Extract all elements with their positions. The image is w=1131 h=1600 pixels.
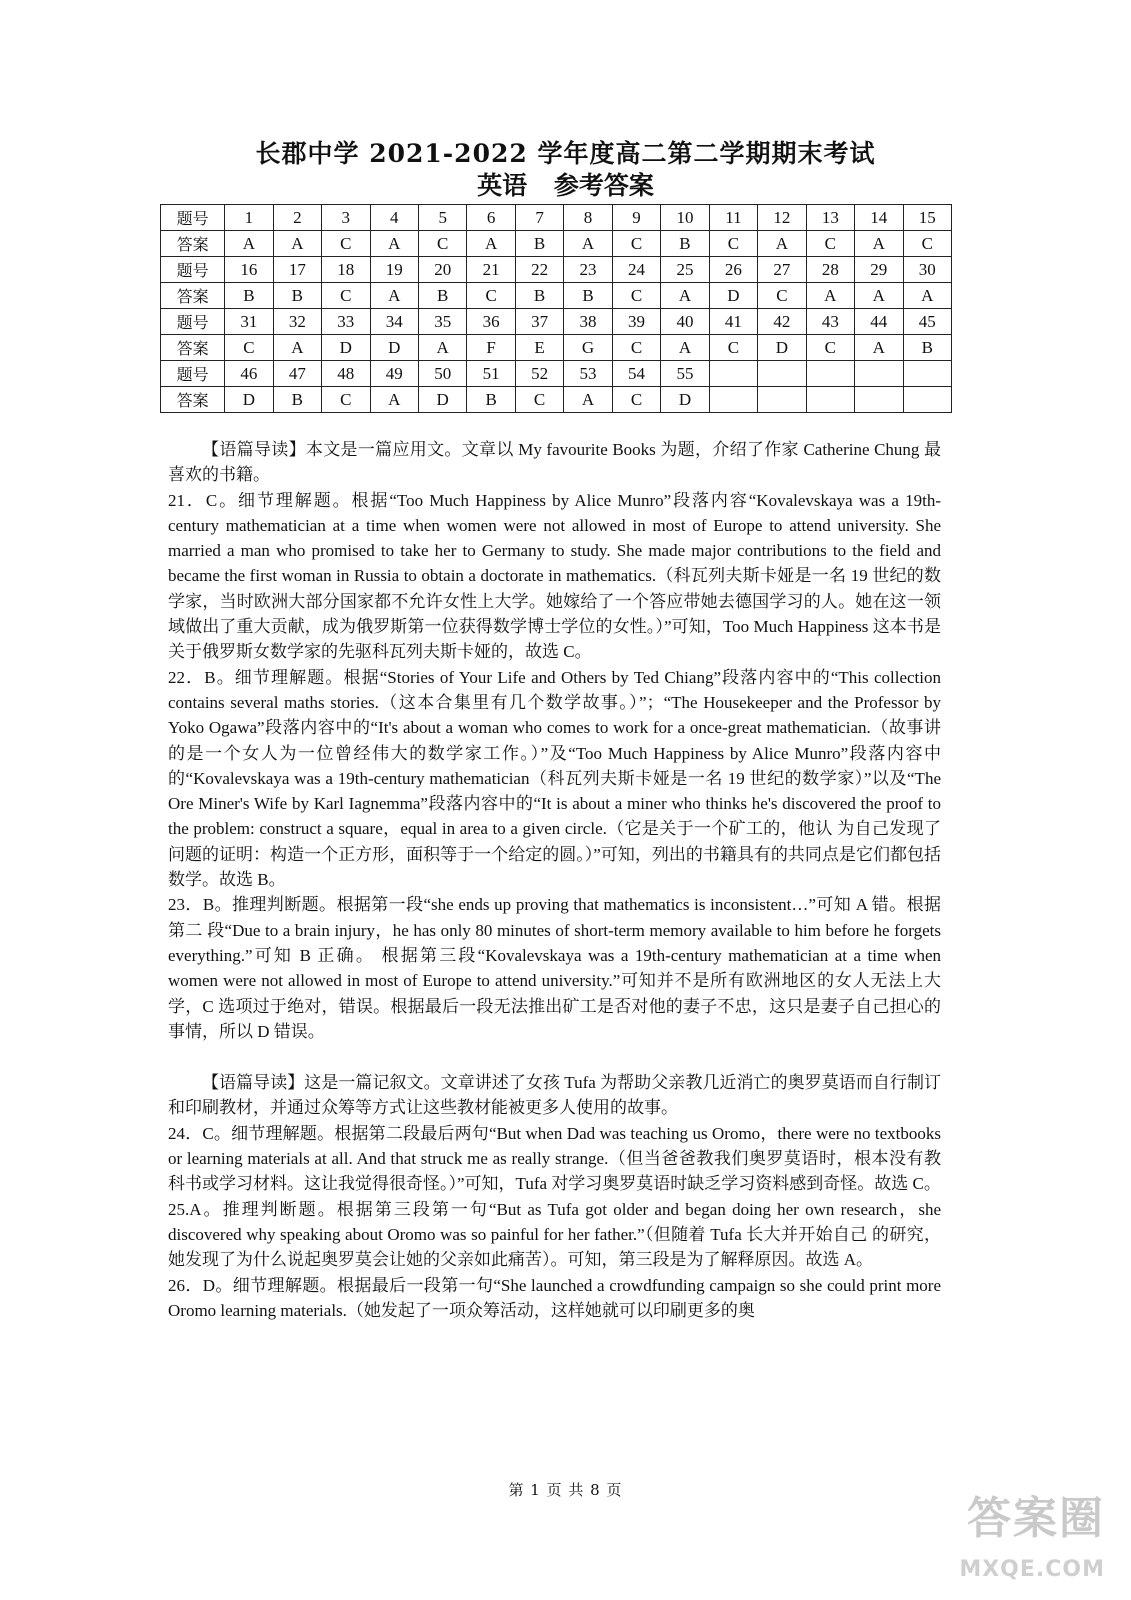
table-cell: 2	[273, 205, 321, 231]
table-cell: B	[564, 283, 612, 309]
row-label: 题号	[161, 205, 225, 231]
table-cell	[806, 387, 854, 413]
table-cell: 7	[515, 205, 563, 231]
table-cell	[806, 361, 854, 387]
table-cell: 10	[661, 205, 709, 231]
table-cell: B	[225, 283, 273, 309]
table-cell: 13	[806, 205, 854, 231]
table-cell: D	[661, 387, 709, 413]
table-cell: 4	[370, 205, 418, 231]
table-cell: 25	[661, 257, 709, 283]
table-cell: 40	[661, 309, 709, 335]
table-cell: 26	[709, 257, 757, 283]
table-cell: 44	[855, 309, 903, 335]
row-label: 答案	[161, 387, 225, 413]
table-cell: A	[467, 231, 515, 257]
table-cell: C	[612, 335, 660, 361]
table-cell: 53	[564, 361, 612, 387]
answer-explanation: 22．B。细节理解题。根据“Stories of Your Life and Others by Ted Chiang”段落内容中的“This collection contains several maths stories.（这本合集里有几个数学故事。）”；“The Housekeeper and the Professor by Yoko Ogawa”段落内容中的“It's about a woman who comes to work for a once-great mathematician.（故事讲的是一个女人为一位曾经伟大的数学家工作。）”及“Too Much Happiness by Alice Munro”段落内容中的“Kovalevskaya was a 19th-century mathematician（科瓦列夫斯卡娅是一名 19 世纪的数学家）”以及“The Ore Miner's Wife by Karl Iagnemma”段落内容中的“It is about a miner who thinks he's discovered the proof to the problem: construct a square，equal in area to a given circle.（它是关于一个矿工的，他认 为自己发现了问题的证明：构造一个正方形，面积等于一个给定的圆。）”可知，列出的书籍具有的共同点是它们都包括数学。故选 B。	[168, 667, 941, 890]
table-cell: C	[467, 283, 515, 309]
table-cell: A	[273, 231, 321, 257]
table-cell: C	[322, 387, 370, 413]
table-cell: B	[661, 231, 709, 257]
table-cell: B	[515, 283, 563, 309]
table-cell	[758, 387, 806, 413]
table-cell: 22	[515, 257, 563, 283]
table-cell: A	[661, 283, 709, 309]
table-cell: A	[855, 335, 903, 361]
table-cell: 48	[322, 361, 370, 387]
table-cell: C	[612, 387, 660, 413]
table-cell: B	[273, 387, 321, 413]
table-cell: 55	[661, 361, 709, 387]
table-row	[161, 309, 952, 335]
table-cell: A	[855, 231, 903, 257]
table-cell: 17	[273, 257, 321, 283]
row-label: 答案	[161, 231, 225, 257]
table-row	[161, 205, 952, 231]
table-cell: B	[418, 283, 466, 309]
table-cell	[903, 387, 952, 413]
explanation-text	[168, 437, 941, 1323]
table-cell: 9	[612, 205, 660, 231]
table-cell: 8	[564, 205, 612, 231]
table-row	[161, 387, 952, 413]
table-cell: C	[225, 335, 273, 361]
table-cell	[903, 361, 952, 387]
passage-intro: 【语篇导读】本文是一篇应用文。文章以 My favourite Books 为题，介绍了作家 Catherine Chung 最喜欢的书籍。	[168, 440, 941, 485]
table-cell: 19	[370, 257, 418, 283]
table-cell: 14	[855, 205, 903, 231]
table-cell: 18	[322, 257, 370, 283]
table-cell: C	[806, 335, 854, 361]
table-cell: 52	[515, 361, 563, 387]
table-cell: 29	[855, 257, 903, 283]
table-cell	[709, 361, 757, 387]
table-cell: 38	[564, 309, 612, 335]
table-cell: C	[758, 283, 806, 309]
table-cell: C	[612, 283, 660, 309]
table-cell: 15	[903, 205, 952, 231]
table-cell: A	[370, 231, 418, 257]
table-cell: G	[564, 335, 612, 361]
table-cell: C	[709, 335, 757, 361]
table-cell	[855, 387, 903, 413]
table-cell: C	[322, 231, 370, 257]
table-cell: 20	[418, 257, 466, 283]
table-row	[161, 257, 952, 283]
table-row	[161, 283, 952, 309]
table-cell: 16	[225, 257, 273, 283]
table-cell: 50	[418, 361, 466, 387]
page-title: 长郡中学 2021-2022 学年度高二第二学期期末考试	[255, 139, 876, 168]
table-cell: 39	[612, 309, 660, 335]
page-footer: 第 1 页 共 8 页	[508, 1481, 623, 1499]
table-cell: 24	[612, 257, 660, 283]
table-cell: 42	[758, 309, 806, 335]
answer-explanation: 21．C。细节理解题。根据“Too Much Happiness by Alice Munro”段落内容“Kovalevskaya was a 19th-century mathematician at a time when women were not allowed in most of Europe to attend university. She married a man who promised to take her to Germany to study. She made major contributions to the field and became the first woman in Russia to obtain a doctorate in mathematics.（科瓦列夫斯卡娅是一名 19 世纪的数学家，当时欧洲大部分国家都不允许女性上大学。她嫁给了一个答应带她去德国学习的人。她在这一领域做出了重大贡献，成为俄罗斯第一位获得数学博士学位的女性。）”可知，Too Much Happiness 这本书是关于俄罗斯女数学家的先驱科瓦列夫斯卡娅的，故选 C。	[168, 490, 941, 662]
table-cell: C	[903, 231, 952, 257]
answer-explanation: 23．B。推理判断题。根据第一段“she ends up proving that mathematics is inconsistent…”可知 A 错。根据第二 段“Due to a brain injury，he has only 80 minutes of short-term memory available to him before he forgets everything.”可知 B 正确。 根据第三段“Kovalevskaya was a 19th-century mathematician at a time when women were not allowed in most of Europe to attend university.”可知并不是所有欧洲地区的女人无法上大学，C 选项过于绝对，错误。根据最后一段无法推出矿工是否对他的妻子不忠，这只是妻子自己担心的事情，所以 D 错误。	[168, 895, 941, 1041]
table-row	[161, 231, 952, 257]
row-label: 题号	[161, 309, 225, 335]
table-cell: A	[225, 231, 273, 257]
table-cell: C	[322, 283, 370, 309]
table-cell: C	[515, 387, 563, 413]
table-cell: D	[370, 335, 418, 361]
table-cell: B	[467, 387, 515, 413]
watermark-logo	[925, 1482, 1105, 1582]
table-cell: 11	[709, 205, 757, 231]
page-subtitle: 英语 参考答案	[477, 171, 654, 200]
table-cell: 30	[903, 257, 952, 283]
table-cell: 35	[418, 309, 466, 335]
table-cell: 51	[467, 361, 515, 387]
passage-intro: 【语篇导读】这是一篇记叙文。文章讲述了女孩 Tufa 为帮助父亲教几近消亡的奥罗莫语而自行制订和印刷教材，并通过众筹等方式让这些教材能被更多人使用的故事。	[168, 1073, 941, 1118]
table-cell: 3	[322, 205, 370, 231]
table-cell	[855, 361, 903, 387]
answer-explanation: 26．D。细节理解题。根据最后一段第一句“She launched a crowdfunding campaign so she could print more Oromo learning materials.（她发起了一项众筹活动，这样她就可以印刷更多的奥	[168, 1275, 941, 1320]
table-cell: B	[515, 231, 563, 257]
table-cell: 41	[709, 309, 757, 335]
table-cell: F	[467, 335, 515, 361]
table-cell: 6	[467, 205, 515, 231]
row-label: 答案	[161, 335, 225, 361]
table-cell: 49	[370, 361, 418, 387]
table-cell	[709, 387, 757, 413]
table-cell: A	[855, 283, 903, 309]
table-row	[161, 335, 952, 361]
table-cell: A	[370, 387, 418, 413]
table-cell: D	[225, 387, 273, 413]
table-cell: 28	[806, 257, 854, 283]
table-cell: 36	[467, 309, 515, 335]
answer-explanation: 25.A。推理判断题。根据第三段第一句“But as Tufa got older and began doing her own research，she discovered why speaking about Oromo was so painful for her father.”（但随着 Tufa 长大并开始自己 的研究，她发现了为什么说起奥罗莫会让她的父亲如此痛苦）。可知，第三段是为了解释原因。故选 A。	[168, 1199, 941, 1270]
table-cell: A	[273, 335, 321, 361]
table-cell: 34	[370, 309, 418, 335]
table-cell: 33	[322, 309, 370, 335]
table-cell: C	[806, 231, 854, 257]
table-cell: 32	[273, 309, 321, 335]
table-cell	[758, 361, 806, 387]
table-cell: 12	[758, 205, 806, 231]
table-cell: 37	[515, 309, 563, 335]
table-cell: D	[758, 335, 806, 361]
table-cell: C	[709, 231, 757, 257]
row-label: 题号	[161, 257, 225, 283]
table-cell: 21	[467, 257, 515, 283]
table-cell: 54	[612, 361, 660, 387]
table-cell: A	[418, 335, 466, 361]
row-label: 题号	[161, 361, 225, 387]
table-cell: 43	[806, 309, 854, 335]
table-row	[161, 361, 952, 387]
table-cell: A	[370, 283, 418, 309]
answer-table	[160, 204, 952, 413]
table-cell: A	[661, 335, 709, 361]
table-cell: 45	[903, 309, 952, 335]
table-cell: 31	[225, 309, 273, 335]
table-cell: A	[903, 283, 952, 309]
table-cell: D	[418, 387, 466, 413]
table-cell: A	[564, 387, 612, 413]
table-cell: E	[515, 335, 563, 361]
watermark-top: 答案圈	[967, 1493, 1105, 1544]
table-cell: C	[418, 231, 466, 257]
table-cell: B	[273, 283, 321, 309]
paragraph-gap	[168, 1044, 941, 1070]
table-cell: D	[322, 335, 370, 361]
table-cell: 46	[225, 361, 273, 387]
table-cell: 47	[273, 361, 321, 387]
table-cell: 5	[418, 205, 466, 231]
table-cell: 1	[225, 205, 273, 231]
table-cell: A	[564, 231, 612, 257]
watermark-bottom: MXQE.COM	[959, 1557, 1105, 1582]
row-label: 答案	[161, 283, 225, 309]
table-cell: B	[903, 335, 952, 361]
table-cell: 27	[758, 257, 806, 283]
table-cell: C	[612, 231, 660, 257]
answer-explanation: 24．C。细节理解题。根据第二段最后两句“But when Dad was teaching us Oromo，there were no textbooks or learning materials at all. And that struck me as really strange.（但当爸爸教我们奥罗莫语时，根本没有教科书或学习材料。这让我觉得很奇怪。）”可知，Tufa 对学习奥罗莫语时缺乏学习资料感到奇怪。故选 C。	[168, 1123, 941, 1194]
table-cell: D	[709, 283, 757, 309]
table-cell: 23	[564, 257, 612, 283]
table-cell: A	[806, 283, 854, 309]
table-cell: A	[758, 231, 806, 257]
